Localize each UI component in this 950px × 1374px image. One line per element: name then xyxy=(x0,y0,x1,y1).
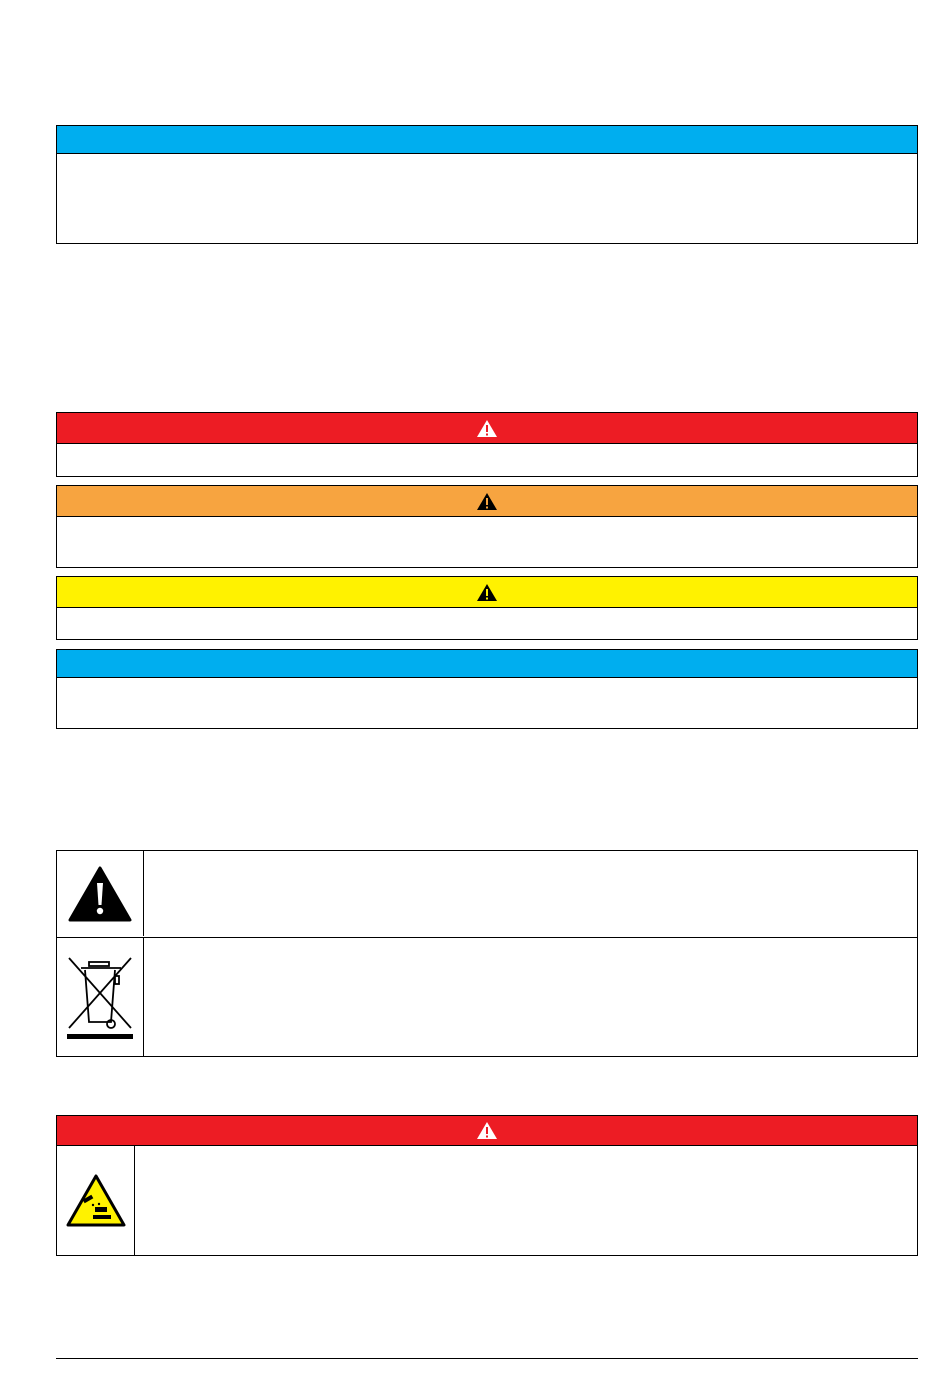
warning-triangle-icon xyxy=(476,419,498,438)
corrosive-hazard-icon xyxy=(65,1173,127,1229)
caution-header xyxy=(57,577,917,608)
danger-box xyxy=(56,412,918,477)
danger-header xyxy=(57,1116,917,1146)
label-text-cell xyxy=(135,1146,917,1255)
exclamation-triangle-icon xyxy=(67,865,133,923)
warning-triangle-icon xyxy=(476,583,498,602)
warning-header xyxy=(57,486,917,517)
label-row-weee xyxy=(57,937,917,1056)
chemical-hazard-row xyxy=(57,1146,917,1255)
notice-header xyxy=(57,650,917,678)
caution-box xyxy=(56,576,918,640)
notice-header xyxy=(57,126,917,154)
precautionary-labels-table xyxy=(56,850,918,1057)
warning-triangle-icon xyxy=(476,1121,498,1140)
notice-box xyxy=(56,649,918,729)
label-icon-cell xyxy=(57,937,144,1056)
crossed-out-wheelie-bin-icon xyxy=(65,954,135,1040)
warning-box xyxy=(56,485,918,568)
notice-box-top xyxy=(56,125,918,244)
chemical-danger-box xyxy=(56,1115,918,1256)
footer-rule xyxy=(56,1358,918,1359)
label-icon-cell xyxy=(57,1146,135,1255)
label-text-cell xyxy=(144,937,917,1056)
label-row-hazard xyxy=(57,851,917,938)
label-icon-cell xyxy=(57,851,144,936)
danger-header xyxy=(57,413,917,444)
warning-triangle-icon xyxy=(476,492,498,511)
label-text-cell xyxy=(144,851,917,937)
